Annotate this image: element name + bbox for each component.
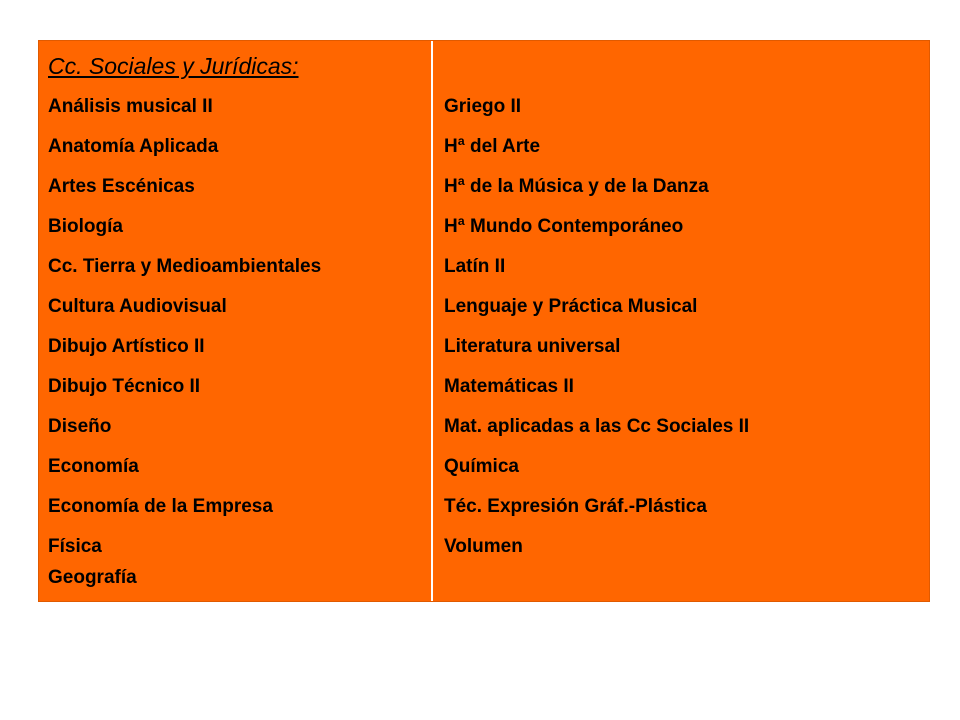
list-item: Hª de la Música y de la Danza: [444, 176, 709, 197]
subjects-table: [38, 40, 930, 602]
list-item: Biología: [48, 216, 123, 237]
list-item: Anatomía Aplicada: [48, 136, 219, 157]
list-item: Cultura Audiovisual: [48, 296, 227, 317]
list-item: Diseño: [48, 416, 112, 437]
list-item: Matemáticas II: [444, 376, 574, 397]
list-item: Téc. Expresión Gráf.-Plástica: [444, 496, 707, 517]
list-item: Lenguaje y Práctica Musical: [444, 296, 698, 317]
list-item: Química: [444, 456, 519, 477]
list-item: Literatura universal: [444, 336, 621, 357]
list-item: Economía: [48, 456, 139, 477]
list-item: Dibujo Técnico II: [48, 376, 201, 397]
column-heading: Cc. Sociales y Jurídicas:: [48, 53, 299, 79]
list-item: Análisis musical II: [48, 96, 213, 117]
list-item: Hª Mundo Contemporáneo: [444, 216, 684, 237]
list-item: Economía de la Empresa: [48, 496, 273, 517]
list-item: Física: [48, 536, 102, 557]
right-column: [433, 41, 929, 601]
list-item: Artes Escénicas: [48, 176, 195, 197]
list-item: Cc. Tierra y Medioambientales: [48, 256, 322, 277]
list-item: Latín II: [444, 256, 506, 277]
left-column: [39, 41, 433, 601]
list-item: Hª del Arte: [444, 136, 541, 157]
list-item: Volumen: [444, 536, 523, 557]
list-item: Mat. aplicadas a las Cc Sociales II: [444, 416, 750, 437]
list-item: Geografía: [48, 567, 137, 588]
list-item: Griego II: [444, 96, 522, 117]
list-item: Dibujo Artístico II: [48, 336, 205, 357]
